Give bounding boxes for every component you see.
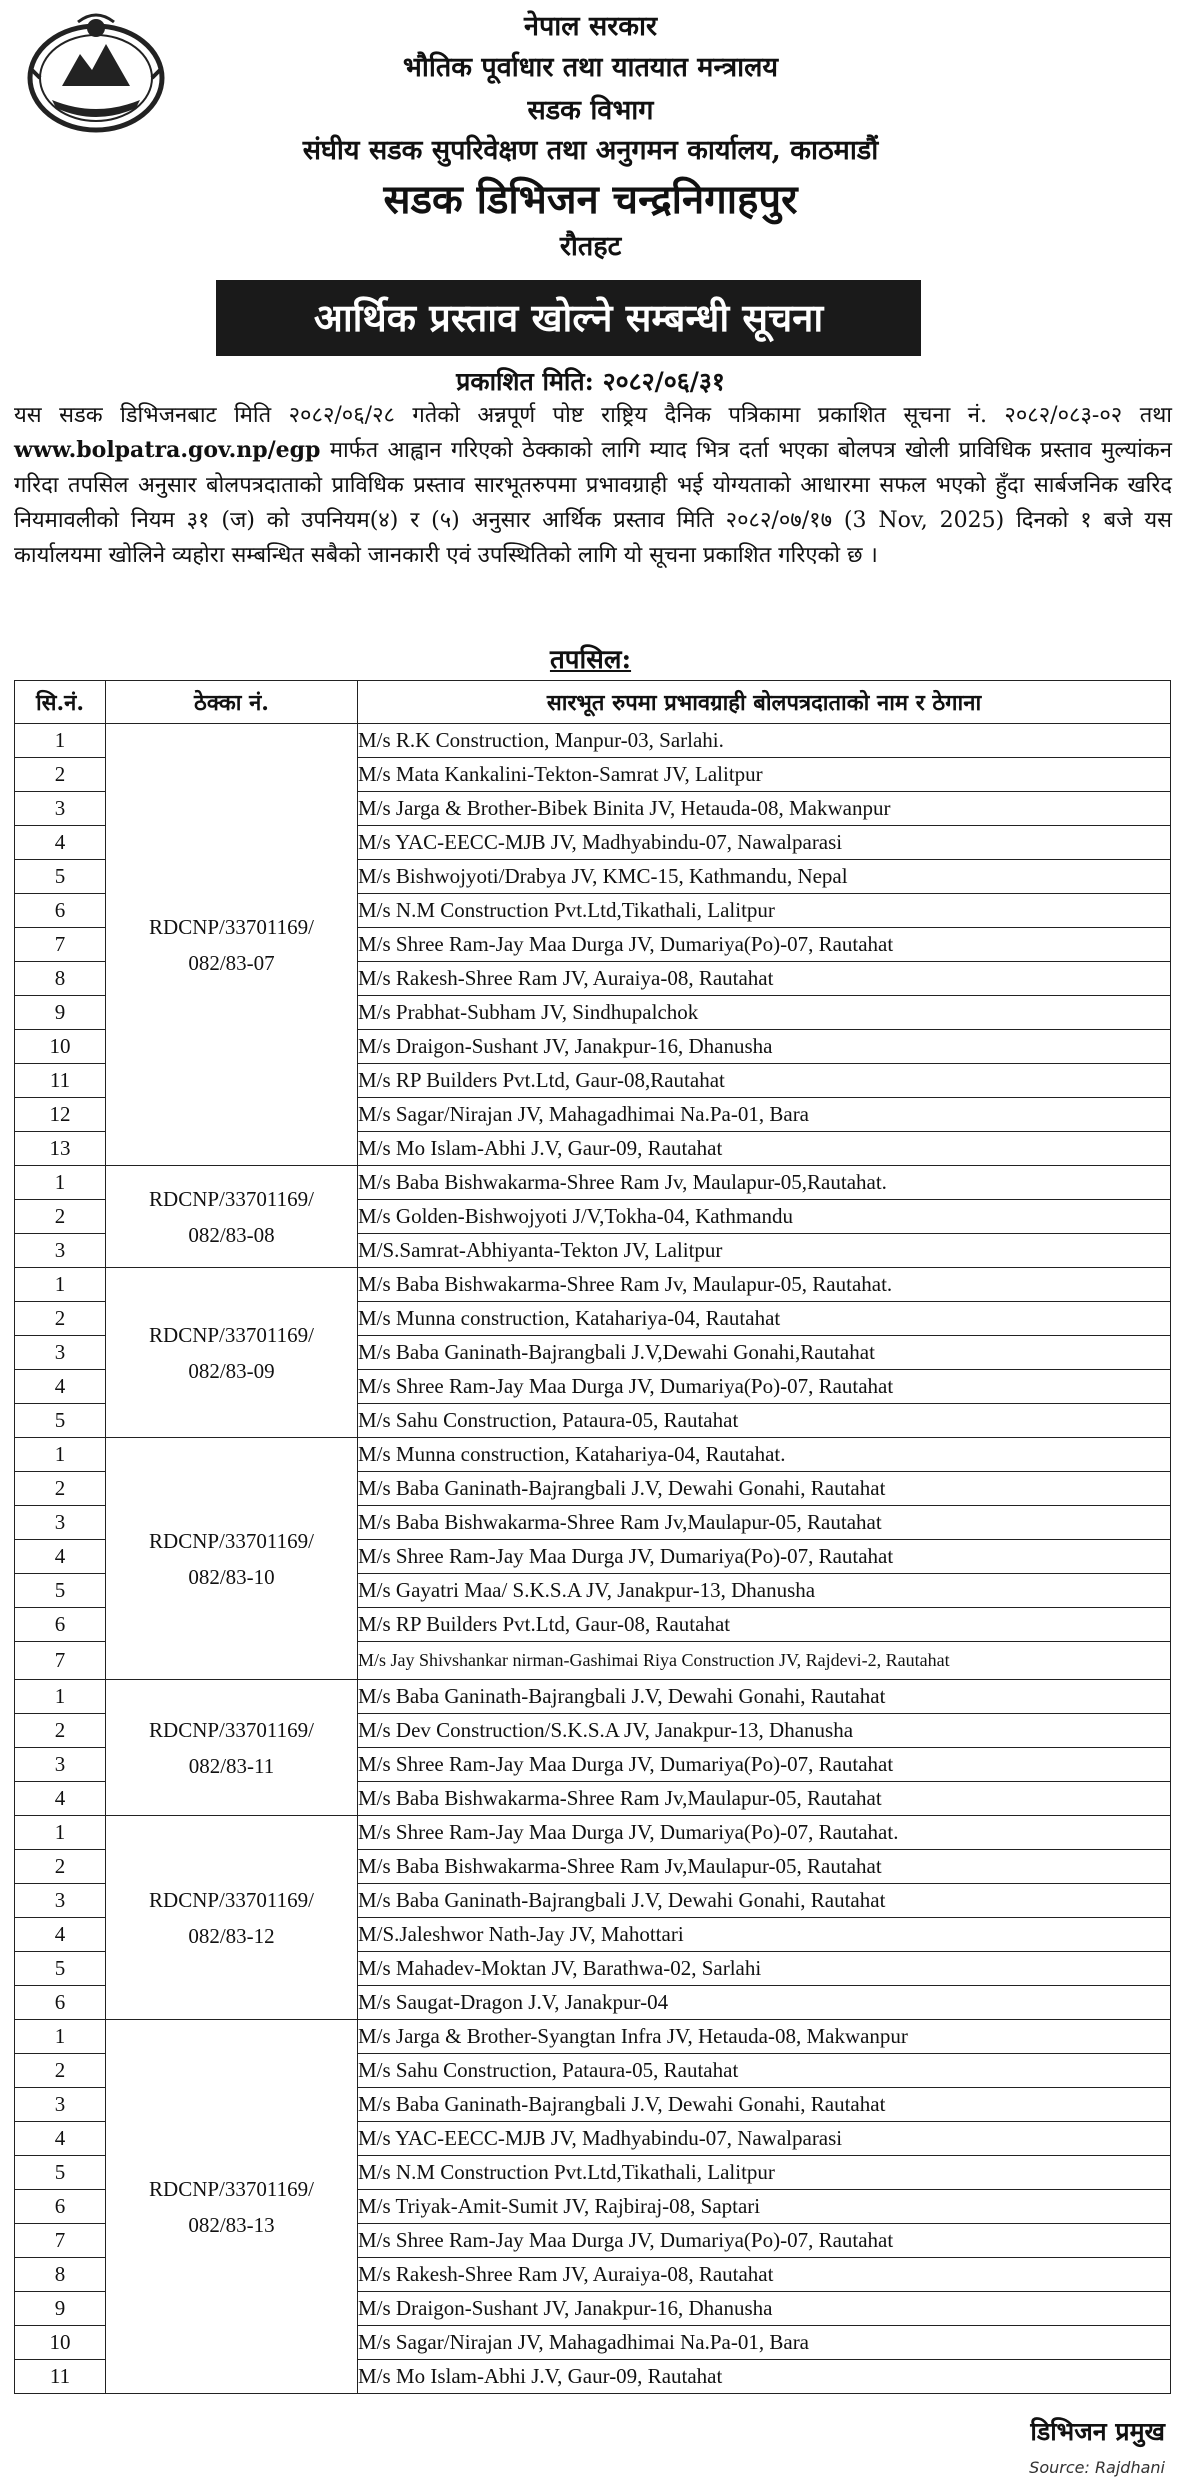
- notice-body-part2: मार्फत आह्वान गरिएको ठेक्काको लागि म्याद भित्र दर्ता भएका बोलपत्र खोली प्राविधिक प्रस्ताव मुल्यांकन गरिदा तपसिल अनुसार बोलपत्रदाताको प्राविधिक प्रस्ताव सारभूतरुपमा प्रभावग्राही भई योग्यताको आधारमा सफल भएको हुँदा सार्बजनिक खरिद नियमावलीको नियम ३१ (ज) को उपनियम(४) र (५) अनुसार आर्थिक प्रस्ताव मिति २०८२/०७/१७ (3 Nov, 2025) दिनको १ बजे यस कार्यालयमा खोलिने व्यहोरा सम्बन्धित सबैको जानकारी एवं उपस्थितिको लागि यो सूचना प्रकाशित गरिएको छ ।: [14, 438, 1172, 568]
- bidder-name-address: M/s Sahu Construction, Pataura-05, Rautahat: [358, 2054, 1171, 2088]
- serial-number: 1: [15, 1166, 106, 1200]
- department-name: सडक विभाग: [527, 95, 654, 126]
- serial-number: 7: [15, 2224, 106, 2258]
- serial-number: 12: [15, 1098, 106, 1132]
- serial-number: 2: [15, 1200, 106, 1234]
- bidder-name-address: M/s Gayatri Maa/ S.K.S.A JV, Janakpur-13, Dhanusha: [358, 1574, 1171, 1608]
- contract-number-line1: RDCNP/33701169/: [149, 1887, 314, 1912]
- serial-number: 2: [15, 2054, 106, 2088]
- bidder-name-address: M/s Jarga & Brother-Bibek Binita JV, Hetauda-08, Makwanpur: [358, 792, 1171, 826]
- contract-number-line1: RDCNP/33701169/: [149, 1186, 314, 1211]
- bidder-name-address: M/s Mo Islam-Abhi J.V, Gaur-09, Rautahat: [358, 1132, 1171, 1166]
- table-header-row: [15, 681, 1171, 724]
- header-contract: ठेक्का नं.: [106, 681, 358, 724]
- bidder-name-address: M/s YAC-EECC-MJB JV, Madhyabindu-07, Nawalparasi: [358, 826, 1171, 860]
- bidder-name-address: M/s Shree Ram-Jay Maa Durga JV, Dumariya(Po)-07, Rautahat.: [358, 1816, 1171, 1850]
- table-body: [15, 724, 1171, 2394]
- bidder-name-address: M/s Triyak-Amit-Sumit JV, Rajbiraj-08, Saptari: [358, 2190, 1171, 2224]
- bidder-name-address: M/s Munna construction, Katahariya-04, Rautahat.: [358, 1438, 1171, 1472]
- contract-number: [106, 1166, 358, 1268]
- serial-number: 3: [15, 1884, 106, 1918]
- contract-number: [106, 1268, 358, 1438]
- signature-title: डिभिजन प्रमुख: [1030, 2417, 1165, 2446]
- contract-number-line2: 082/83-08: [188, 1222, 275, 1247]
- notice-body: [14, 398, 1172, 573]
- serial-number: 6: [15, 1986, 106, 2020]
- division-name: सडक डिभिजन चन्द्रनिगाहपुर: [383, 176, 798, 223]
- serial-number: 9: [15, 996, 106, 1030]
- bidder-name-address: M/S.Jaleshwor Nath-Jay JV, Mahottari: [358, 1918, 1171, 1952]
- office-name: संघीय सडक सुपरिवेक्षण तथा अनुगमन कार्यालय, काठमाडौं: [302, 135, 879, 166]
- serial-number: 6: [15, 1608, 106, 1642]
- serial-number: 2: [15, 1850, 106, 1884]
- table-row: [15, 1268, 1171, 1302]
- bidder-name-address: M/s Baba Bishwakarma-Shree Ram Jv, Maulapur-05,Rautahat.: [358, 1166, 1171, 1200]
- ministry-name: भौतिक पूर्वाधार तथा यातयात मन्त्रालय: [402, 52, 779, 83]
- government-name: नेपाल सरकार: [523, 11, 658, 42]
- serial-number: 1: [15, 1816, 106, 1850]
- notice-title-banner: आर्थिक प्रस्ताव खोल्ने सम्बन्धी सूचना: [216, 280, 921, 356]
- bidder-name-address: M/s Sagar/Nirajan JV, Mahagadhimai Na.Pa-01, Bara: [358, 2326, 1171, 2360]
- serial-number: 5: [15, 860, 106, 894]
- contract-number-line2: 082/83-11: [188, 1753, 275, 1778]
- bidder-name-address: M/S.Samrat-Abhiyanta-Tekton JV, Lalitpur: [358, 1234, 1171, 1268]
- serial-number: 2: [15, 1714, 106, 1748]
- serial-number: 4: [15, 2122, 106, 2156]
- bidder-name-address: M/s Shree Ram-Jay Maa Durga JV, Dumariya(Po)-07, Rautahat: [358, 2224, 1171, 2258]
- contract-number: [106, 1816, 358, 2020]
- serial-number: 3: [15, 1748, 106, 1782]
- serial-number: 1: [15, 1438, 106, 1472]
- serial-number: 10: [15, 1030, 106, 1064]
- serial-number: 3: [15, 1234, 106, 1268]
- bidder-name-address: M/s Baba Bishwakarma-Shree Ram Jv,Maulapur-05, Rautahat: [358, 1782, 1171, 1816]
- serial-number: 6: [15, 2190, 106, 2224]
- bidder-name-address: M/s Shree Ram-Jay Maa Durga JV, Dumariya(Po)-07, Rautahat: [358, 1748, 1171, 1782]
- source-credit: Source: Rajdhani: [1029, 2458, 1165, 2477]
- serial-number: 2: [15, 758, 106, 792]
- serial-number: 4: [15, 1370, 106, 1404]
- serial-number: 10: [15, 2326, 106, 2360]
- bidder-name-address: M/s Mahadev-Moktan JV, Barathwa-02, Sarlahi: [358, 1952, 1171, 1986]
- notice-url: www.bolpatra.gov.np/egp: [14, 437, 321, 463]
- serial-number: 4: [15, 1782, 106, 1816]
- bidder-name-address: M/s Sahu Construction, Pataura-05, Rautahat: [358, 1404, 1171, 1438]
- serial-number: 11: [15, 2360, 106, 2394]
- serial-number: 2: [15, 1472, 106, 1506]
- bidder-name-address: M/s RP Builders Pvt.Ltd, Gaur-08,Rautahat: [358, 1064, 1171, 1098]
- bidder-name-address: M/s Mata Kankalini-Tekton-Samrat JV, Lalitpur: [358, 758, 1171, 792]
- serial-number: 1: [15, 1268, 106, 1302]
- serial-number: 3: [15, 2088, 106, 2122]
- bidder-name-address: M/s Mo Islam-Abhi J.V, Gaur-09, Rautahat: [358, 2360, 1171, 2394]
- contract-number: [106, 1680, 358, 1816]
- serial-number: 7: [15, 928, 106, 962]
- bidder-name-address: M/s Baba Ganinath-Bajrangbali J.V, Dewahi Gonahi, Rautahat: [358, 1680, 1171, 1714]
- contract-number: [106, 1438, 358, 1680]
- bidder-name-address: M/s Shree Ram-Jay Maa Durga JV, Dumariya(Po)-07, Rautahat: [358, 1540, 1171, 1574]
- bidder-name-address: M/s Rakesh-Shree Ram JV, Auraiya-08, Rautahat: [358, 962, 1171, 996]
- bidder-name-address: M/s Golden-Bishwojyoti J/V,Tokha-04, Kathmandu: [358, 1200, 1171, 1234]
- bidder-name-address: M/s Baba Bishwakarma-Shree Ram Jv,Maulapur-05, Rautahat: [358, 1850, 1171, 1884]
- serial-number: 5: [15, 1574, 106, 1608]
- bidder-name-address: M/s Saugat-Dragon J.V, Janakpur-04: [358, 1986, 1171, 2020]
- serial-number: 3: [15, 1336, 106, 1370]
- serial-number: 2: [15, 1302, 106, 1336]
- serial-number: 3: [15, 792, 106, 826]
- bidder-table: [14, 680, 1171, 2394]
- bidder-name-address: M/s Munna construction, Katahariya-04, Rautahat: [358, 1302, 1171, 1336]
- serial-number: 4: [15, 1918, 106, 1952]
- bidder-name-address: M/s Jay Shivshankar nirman-Gashimai Riya Construction JV, Rajdevi-2, Rautahat: [358, 1642, 1171, 1680]
- serial-number: 1: [15, 1680, 106, 1714]
- contract-number-line1: RDCNP/33701169/: [149, 914, 314, 939]
- contract-number-line1: RDCNP/33701169/: [149, 1322, 314, 1347]
- table-row: [15, 1680, 1171, 1714]
- bidder-name-address: M/s Draigon-Sushant JV, Janakpur-16, Dhanusha: [358, 2292, 1171, 2326]
- serial-number: 4: [15, 1540, 106, 1574]
- bidder-name-address: M/s Baba Ganinath-Bajrangbali J.V, Dewahi Gonahi, Rautahat: [358, 1884, 1171, 1918]
- contract-number-line1: RDCNP/33701169/: [149, 2176, 314, 2201]
- division-location: रौतहट: [559, 231, 622, 262]
- bidder-name-address: M/s Shree Ram-Jay Maa Durga JV, Dumariya(Po)-07, Rautahat: [358, 1370, 1171, 1404]
- bidder-name-address: M/s YAC-EECC-MJB JV, Madhyabindu-07, Nawalparasi: [358, 2122, 1171, 2156]
- table-row: [15, 724, 1171, 758]
- contract-number-line2: 082/83-10: [188, 1564, 275, 1589]
- contract-number-line2: 082/83-12: [188, 1923, 275, 1948]
- serial-number: 3: [15, 1506, 106, 1540]
- serial-number: 6: [15, 894, 106, 928]
- contract-number-line1: RDCNP/33701169/: [149, 1717, 314, 1742]
- bidder-name-address: M/s Draigon-Sushant JV, Janakpur-16, Dhanusha: [358, 1030, 1171, 1064]
- serial-number: 8: [15, 962, 106, 996]
- bidder-name-address: M/s Baba Ganinath-Bajrangbali J.V,Dewahi Gonahi,Rautahat: [358, 1336, 1171, 1370]
- published-date: प्रकाशित मिति: २०८२/०६/३१: [456, 367, 725, 396]
- serial-number: 9: [15, 2292, 106, 2326]
- header-bidder: सारभूत रुपमा प्रभावग्राही बोलपत्रदाताको नाम र ठेगाना: [358, 681, 1171, 724]
- notice-body-part1: यस सडक डिभिजनबाट मिति २०८२/०६/२८ गतेको अन्नपूर्ण पोष्ट राष्ट्रिय दैनिक पत्रिकामा प्रकाशित सूचना नं. २०८२/०८३-०२ तथा: [14, 403, 1172, 428]
- details-heading: तपसिल:: [549, 645, 632, 675]
- contract-number-line2: 082/83-07: [188, 950, 275, 975]
- header-serial: सि.नं.: [15, 681, 106, 724]
- table-row: [15, 1816, 1171, 1850]
- bidder-name-address: M/s Baba Bishwakarma-Shree Ram Jv,Maulapur-05, Rautahat: [358, 1506, 1171, 1540]
- serial-number: 8: [15, 2258, 106, 2292]
- contract-number-line2: 082/83-13: [188, 2212, 275, 2237]
- table-row: [15, 2020, 1171, 2054]
- serial-number: 5: [15, 1404, 106, 1438]
- bidder-name-address: M/s Baba Ganinath-Bajrangbali J.V, Dewahi Gonahi, Rautahat: [358, 2088, 1171, 2122]
- serial-number: 5: [15, 2156, 106, 2190]
- table-row: [15, 1166, 1171, 1200]
- serial-number: 5: [15, 1952, 106, 1986]
- bidder-name-address: M/s N.M Construction Pvt.Ltd,Tikathali, Lalitpur: [358, 894, 1171, 928]
- bidder-name-address: M/s Bishwojyoti/Drabya JV, KMC-15, Kathmandu, Nepal: [358, 860, 1171, 894]
- bidder-name-address: M/s Shree Ram-Jay Maa Durga JV, Dumariya(Po)-07, Rautahat: [358, 928, 1171, 962]
- table-row: [15, 1438, 1171, 1472]
- serial-number: 1: [15, 724, 106, 758]
- serial-number: 11: [15, 1064, 106, 1098]
- bidder-name-address: M/s Sagar/Nirajan JV, Mahagadhimai Na.Pa-01, Bara: [358, 1098, 1171, 1132]
- serial-number: 13: [15, 1132, 106, 1166]
- bidder-name-address: M/s Baba Ganinath-Bajrangbali J.V, Dewahi Gonahi, Rautahat: [358, 1472, 1171, 1506]
- bidder-name-address: M/s Baba Bishwakarma-Shree Ram Jv, Maulapur-05, Rautahat.: [358, 1268, 1171, 1302]
- contract-number-line1: RDCNP/33701169/: [149, 1528, 314, 1553]
- bidder-name-address: M/s Jarga & Brother-Syangtan Infra JV, Hetauda-08, Makwanpur: [358, 2020, 1171, 2054]
- bidder-name-address: M/s R.K Construction, Manpur-03, Sarlahi.: [358, 724, 1171, 758]
- contract-number: [106, 2020, 358, 2394]
- contract-number: [106, 724, 358, 1166]
- bidder-name-address: M/s Dev Construction/S.K.S.A JV, Janakpur-13, Dhanusha: [358, 1714, 1171, 1748]
- contract-number-line2: 082/83-09: [188, 1358, 275, 1383]
- bidder-name-address: M/s RP Builders Pvt.Ltd, Gaur-08, Rautahat: [358, 1608, 1171, 1642]
- serial-number: 4: [15, 826, 106, 860]
- bidder-name-address: M/s Rakesh-Shree Ram JV, Auraiya-08, Rautahat: [358, 2258, 1171, 2292]
- serial-number: 1: [15, 2020, 106, 2054]
- bidder-name-address: M/s Prabhat-Subham JV, Sindhupalchok: [358, 996, 1171, 1030]
- serial-number: 7: [15, 1642, 106, 1680]
- bidder-name-address: M/s N.M Construction Pvt.Ltd,Tikathali, Lalitpur: [358, 2156, 1171, 2190]
